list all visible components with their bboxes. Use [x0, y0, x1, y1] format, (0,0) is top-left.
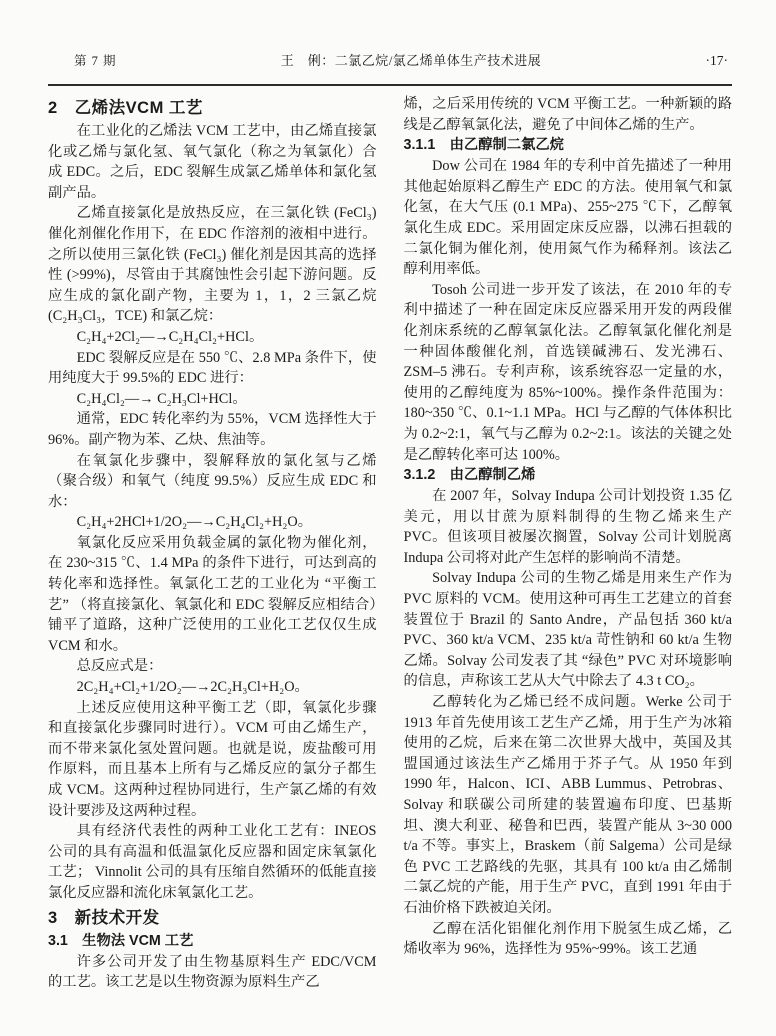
chemical-equation: C₂H₄+2Cl₂—→C₂H₄Cl₂+HCl。 [76, 328, 264, 345]
paragraph: Solvay Indupa 公司的生物乙烯是用来生产作为 PVC 原料的 VCM。使用这种可再生工艺建立的首套装置位于 Brazil 的 Santo Andre，产品包括 360 kt/a PVC、360 kt/a VCM、235 kt/a 苛性钠和 60 kt/a 生物乙烯。Solvay 公司发表了其 “绿色” PVC 对环境影响的信息，声称该工艺从大气中除去了 4.3 t CO₂。 [403, 570, 732, 690]
section-heading: 2 乙烯法VCM 工艺 [48, 99, 203, 117]
paragraph: 总反应式是： [76, 658, 163, 675]
article-body [48, 94, 732, 993]
paragraph: Dow 公司在 1984 年的专利中首先描述了一种用其他起始原料乙醇生产 EDC 的方法。使用氧气和氯化氢，在大气压 (0.1 MPa)、255~275 ℃下，乙醇氧氯化生成 EDC。采用固定床反应器，以沸石担载的二氯化铜为催化剂，使用氮气作为稀释剂。该法乙醇利用率低。 [403, 158, 732, 278]
issue-label: 第 7 期 [74, 54, 117, 68]
section-heading: 3 新技术开发 [48, 908, 160, 927]
page-number: ·17· [705, 53, 728, 68]
paragraph: 许多公司开发了由生物基原料生产 EDC/VCM 的工艺。该工艺是以生物资源为原料生产乙 [48, 953, 377, 991]
paragraph-continuation: 烯，之后采用传统的 VCM 平衡工艺。一种新颖的路线是乙醇氧氯化法，避免了中间体乙烯的生产。 [403, 96, 732, 133]
chemical-equation: C₂H₄+2HCl+1/2O₂—→C₂H₄Cl₂+H₂O。 [76, 514, 313, 531]
chemical-equation: C₂H₄Cl₂—→ C₂H₃Cl+HCl。 [76, 390, 247, 407]
paragraph: 乙烯直接氯化是放热反应，在三氯化铁 (FeCl₃) 催化剂催化作用下，在 EDC 作溶剂的液相中进行。之所以使用三氯化铁 (FeCl₃) 催化剂是因其高的选择性 (>99%)，尽管由于其腐蚀性会引起下游问题。反应生成的氯化副产物，主要为 1，1，2 三氯乙烷 (C₂H₃Cl₃，TCE) 和氯乙烷： [48, 205, 377, 325]
paragraph: 具有经济代表性的两种工业化工艺有：INEOS 公司的具有高温和低温氯化反应器和固定床氧氯化工艺； Vinnolit 公司的具有压缩自然循环的低能直接氯化反应器和流化床氧氯化工艺。 [48, 823, 377, 901]
subsection-heading: 3.1 生物法 VCM 工艺 [48, 932, 194, 949]
subsection-heading: 3.1.1 由乙醇制二氯乙烷 [403, 137, 564, 154]
paragraph: 乙醇转化为乙烯已经不成问题。Werke 公司于 1913 年首先使用该工艺生产乙烯，用于生产为冰箱使用的乙烷，后来在第二次世界大战中，英国及其盟国通过该法生产乙烯用于芥子气。从 1950 年到 1990 年，Halcon、ICI、ABB Lummus、Petrobras、Solvay 和联碳公司所建的装置遍布印度、巴基斯坦、澳大利亚、秘鲁和巴西，装置产能从 3~30 000 t/a 不等。事实上，Braskem（前 Salgema）公司是绿色 PVC 工艺路线的先驱，其具有 100 kt/a 由乙烯制二氯乙烷的产能，用于生产 PVC，直到 1991 年由于石油价格下跌被迫关闭。 [403, 694, 732, 916]
paragraph: 上述反应使用这种平衡工艺（即，氧氯化步骤和直接氯化步骤同时进行）。VCM 可由乙烯生产，而不带来氯化氢处置问题。也就是说，废盐酸可用作原料，而且基本上所有与乙烯反应的氯分子都生成 VCM。这两种过程协同进行，生产氯乙烯的有效设计要涉及这两种过程。 [48, 699, 377, 819]
paragraph: Tosoh 公司进一步开发了该法，在 2010 年的专利中描述了一种在固定床反应器采用开发的两段催化剂床系统的乙醇氧氯化法。乙醇氧氯化催化剂是一种固体酸催化剂，首选镁碱沸石、发光沸石、ZSM–5 沸石。专利声称，该系统容忍一定量的水，使用的乙醇纯度为 85%~100%。操作条件范围为：180~350 ℃、0.1~1.1 MPa。HCl 与乙醇的气体体积比为 0.2~2:1，氧气与乙醇为 0.2~2:1。该法的关键之处是乙醇转化率可达 100%。 [403, 281, 732, 463]
chemical-equation: 2C₂H₄+Cl₂+1/2O₂—→2C₂H₃Cl+H₂O。 [76, 679, 309, 696]
paragraph: 在氧氯化步骤中，裂解释放的氯化氢与乙烯（聚合级）和氧气（纯度 99.5%）反应生成 EDC 和水： [48, 452, 377, 510]
right-column [404, 94, 733, 993]
subsection-heading: 3.1.2 由乙醇制乙烯 [403, 467, 536, 484]
paragraph: 通常，EDC 转化率约为 55%，VCM 选择性大于 96%。副产物为苯、乙炔、焦油等。 [48, 411, 377, 448]
paragraph: 氧氯化反应采用负载金属的氯化物为催化剂，在 230~315 ℃、1.4 MPa 的条件下进行，可达到高的转化率和选择性。氧氯化工艺的工业化为 “平衡工艺” （将直接氯化、氧氯化和 EDC 裂解反应相结合）铺平了道路，这种广泛使用的工业化工艺仅仅生成 VCM 和水。 [48, 534, 377, 654]
page-header [48, 50, 732, 86]
paragraph: EDC 裂解反应是在 550 ℃、2.8 MPa 条件下，使用纯度大于 99.5%的 EDC 进行： [48, 349, 377, 387]
paragraph: 乙醇在活化铝催化剂作用下脱氢生成乙烯，乙烯收率为 96%，选择性为 95%~99%。该工艺通 [403, 920, 732, 958]
paragraph: 在 2007 年，Solvay Indupa 公司计划投资 1.35 亿美元，用以甘蔗为原料制得的生物乙烯来生产 PVC。但该项目被屡次搁置，Solvay 公司计划脱离 Indupa 公司将对此产生怎样的影响尚不清楚。 [403, 488, 732, 566]
running-title: 王 俐：二氯乙烷/氯乙烯单体生产技术进展 [280, 53, 542, 68]
left-column [48, 94, 377, 993]
paragraph: 在工业化的乙烯法 VCM 工艺中，由乙烯直接氯化或乙烯与氯化氢、氧气氯化（称之为氧氯化）合成 EDC。之后，EDC 裂解生成氯乙烯单体和氯化氢副产品。 [48, 123, 377, 201]
